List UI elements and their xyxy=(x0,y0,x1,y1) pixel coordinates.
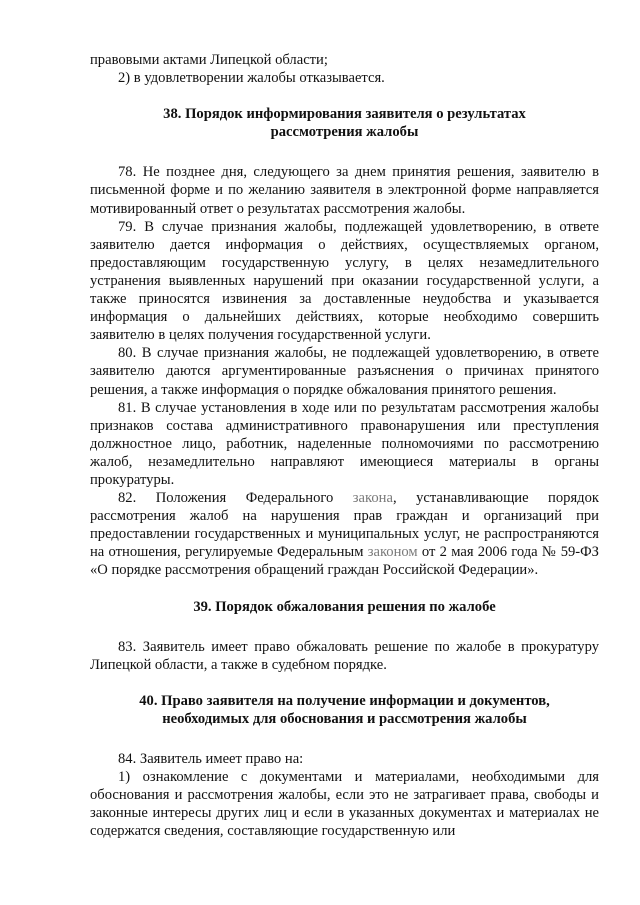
paragraph-84-item-1: 1) ознакомление с документами и материалами, необходимыми для обоснования и рассмотрения жалобы, если это не затрагивает права, свободы и законные интересы других лиц и если в указанных документах и материалах не содержатся сведения, составляющие государственную или xyxy=(90,769,599,840)
paragraph-84: 84. Заявитель имеет право на: xyxy=(118,751,304,767)
paragraph-82-part-b: , устанавливающие порядок рассмотрения жалоб на нарушения прав граждан и организаций при предоставлении государственных и муниципальных услуг, не распространяются на отношения, регулируемые Федеральным xyxy=(90,490,599,561)
paragraph-continuation: правовыми актами Липецкой области; xyxy=(90,52,328,68)
paragraph-78: 78. Не позднее дня, следующего за днем принятия решения, заявителю в письменной форме и по желанию заявителя в электронной форме направляется мотивированный ответ о результатах рассмотрения жалобы. xyxy=(90,164,599,217)
paragraph-82-part-c: от 2 мая 2006 года № 59-ФЗ «О порядке рассмотрения обращений граждан Российской Федерации». xyxy=(90,544,599,579)
paragraph-82-part-a: 82. Положения Федерального xyxy=(118,490,353,507)
paragraph-83: 83. Заявитель имеет право обжаловать решение по жалобе в прокуратуру Липецкой области, а также в судебном порядке. xyxy=(90,638,599,673)
law-link-1[interactable]: закона xyxy=(352,490,393,507)
section-heading-40: 40. Право заявителя на получение информации и документов, необходимых для обоснования и рассмотрения жалобы xyxy=(139,692,550,727)
section-heading-38: 38. Порядок информирования заявителя о результатах рассмотрения жалобы xyxy=(163,106,526,141)
paragraph-82 xyxy=(90,489,599,579)
paragraph-item-2: 2) в удовлетворении жалобы отказывается. xyxy=(118,70,385,87)
paragraph-79: 79. В случае признания жалобы, подлежащей удовлетворению, в ответе заявителю дается информация о действиях, осуществляемых органом, предоставляющим государственную услугу, в целях незамедлительного устранения выявленных нарушений при оказании государственной услуги, а также приносятся извинения за доставленные неудобства и указывается информация о дальнейших действиях, которые необходимо совершить заявителю в целях получения государственной услуги. xyxy=(90,218,599,344)
paragraph-80: 80. В случае признания жалобы, не подлежащей удовлетворению, в ответе заявителю даются аргументированные разъяснения о причинах принятого решения, а также информация о порядке обжалования принятого решения. xyxy=(90,345,599,398)
law-link-2[interactable]: законом xyxy=(367,544,418,561)
paragraph-81: 81. В случае установления в ходе или по результатам рассмотрения жалобы признаков состава административного правонарушения или преступления должностное лицо, работник, наделенные полномочиями по рассмотрению жалоб, незамедлительно направляют имеющиеся материалы в органы прокуратуры. xyxy=(90,399,599,488)
section-heading-39: 39. Порядок обжалования решения по жалобе xyxy=(193,598,496,615)
